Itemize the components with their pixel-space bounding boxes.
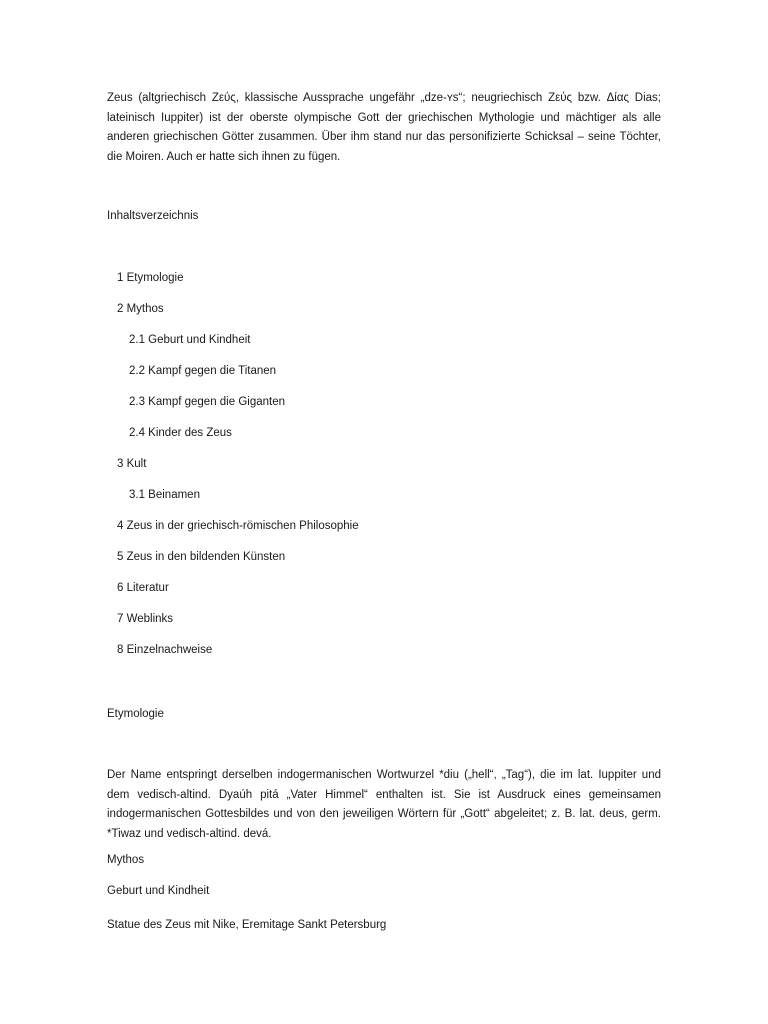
toc-item-kampf-titanen[interactable]: 2.2 Kampf gegen die Titanen xyxy=(129,365,277,377)
toc-item-weblinks[interactable]: 7 Weblinks xyxy=(117,613,174,625)
toc-item-kampf-giganten[interactable]: 2.3 Kampf gegen die Giganten xyxy=(129,396,286,408)
statue-caption: Statue des Zeus mit Nike, Eremitage Sankt Petersburg xyxy=(107,919,387,931)
geburt-und-kindheit-heading: Geburt und Kindheit xyxy=(107,885,210,897)
toc-item-beinamen[interactable]: 3.1 Beinamen xyxy=(129,489,200,501)
toc-item-bildende-kuenste[interactable]: 5 Zeus in den bildenden Künsten xyxy=(117,551,286,563)
etymology-paragraph: Der Name entspringt derselben indogermanischen Wortwurzel *diu („hell“, „Tag“), die im lat. Iuppiter und dem vedisch-altind. Dyaúh pitá „Vater Himmel“ enthalten ist. Sie ist Ausdruck eines gemeinsamen indogermanischen Gottesbildes und von den jeweiligen Wörtern für „Gott“ abgeleitet; z. B. lat. deus, germ. *Tiwaz und vedisch-altind. devá. xyxy=(107,769,661,840)
toc-item-etymologie[interactable]: 1 Etymologie xyxy=(117,272,184,284)
toc-item-einzelnachweise[interactable]: 8 Einzelnachweise xyxy=(117,644,213,656)
mythos-heading: Mythos xyxy=(107,854,145,866)
toc-item-kinder-des-zeus[interactable]: 2.4 Kinder des Zeus xyxy=(129,427,232,439)
toc-title: Inhaltsverzeichnis xyxy=(107,210,199,222)
toc-item-mythos[interactable]: 2 Mythos xyxy=(117,303,164,315)
toc-item-literatur[interactable]: 6 Literatur xyxy=(117,582,169,594)
toc-item-philosophie[interactable]: 4 Zeus in der griechisch-römischen Philosophie xyxy=(117,520,359,532)
etymology-heading: Etymologie xyxy=(107,708,164,720)
toc-item-kult[interactable]: 3 Kult xyxy=(117,458,147,470)
toc-item-geburt-und-kindheit[interactable]: 2.1 Geburt und Kindheit xyxy=(129,334,251,346)
intro-paragraph: Zeus (altgriechisch Ζεύς, klassische Aussprache ungefähr „dze-ʏs“; neugriechisch Ζεύς bzw. Δίας Dias; lateinisch Iuppiter) ist der oberste olympische Gott der griechischen Mythologie und mächtiger als alle anderen griechischen Götter zusammen. Über ihm stand nur das personifizierte Schicksal – seine Töchter, die Moiren. Auch er hatte sich ihnen zu fügen. xyxy=(107,92,661,163)
